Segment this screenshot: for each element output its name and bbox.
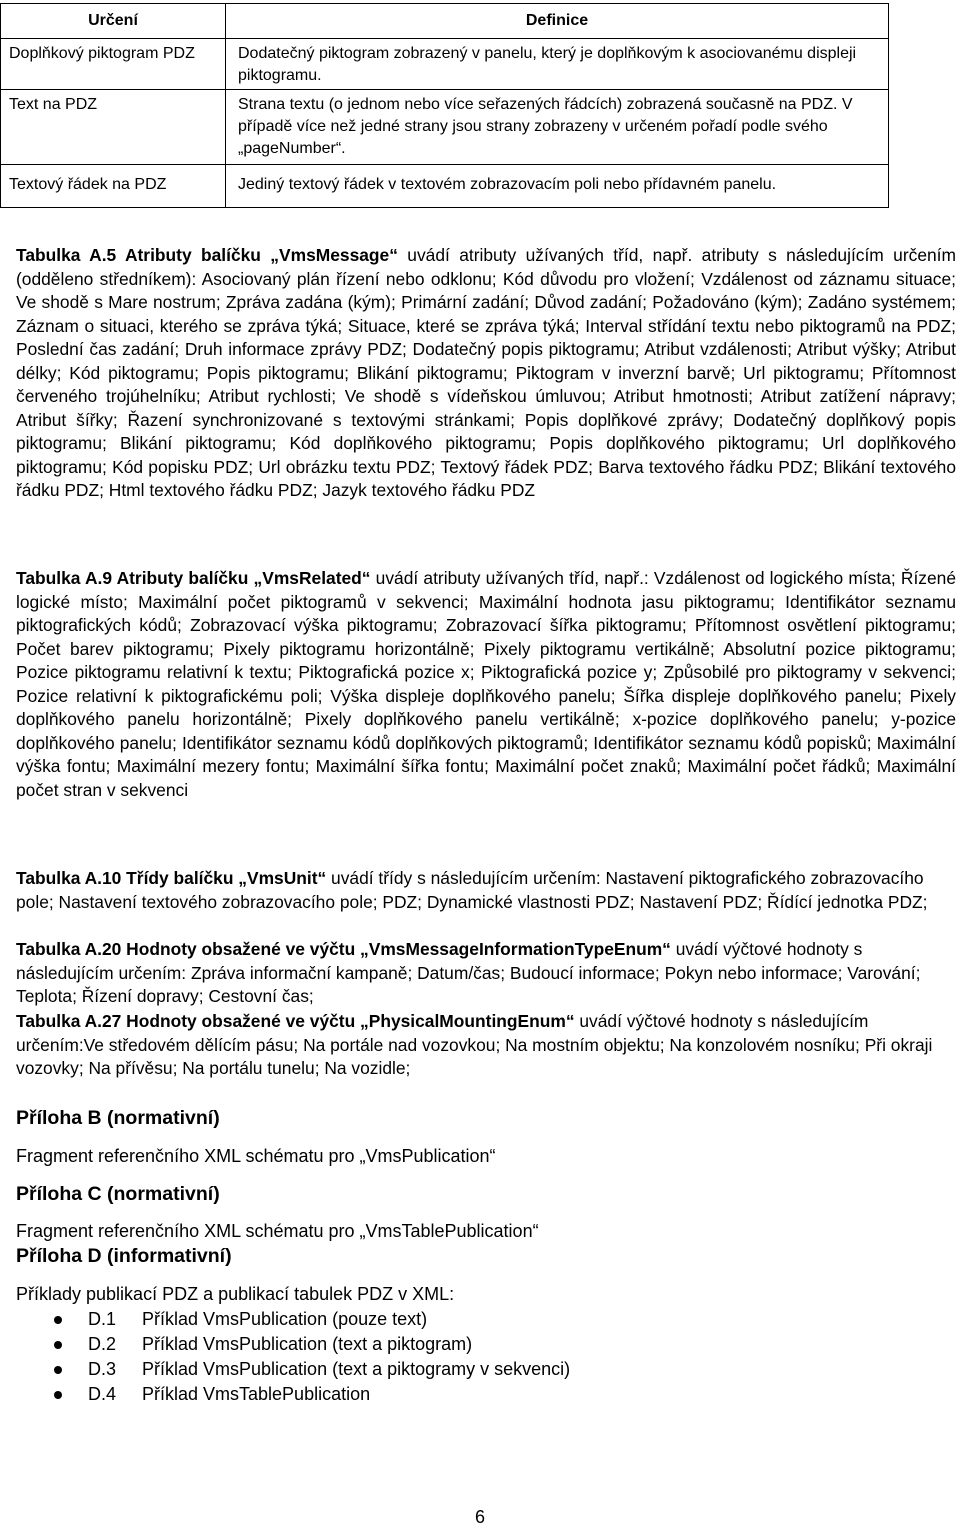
item-code: D.1: [88, 1309, 117, 1329]
term-cell: Textový řádek na PDZ: [9, 176, 167, 193]
bullet-icon: [54, 1316, 62, 1324]
list-item: [0, 1382, 700, 1407]
paragraph-text: uvádí atributy užívaných tříd, např. atributy s následujícím určením (odděleno středníkem): Asociovaný plán řízení nebo odklonu; Kód důvodu pro vložení; Vzdálenost od záznamu situace; Ve shodě s Mare nostrum; Zpráva zadána (kým); Primární zadání; Důvod zadání; Požadováno (kým); Zadáno systémem; Záznam o situaci, kterého se zpráva týká; Situace, které se zpráva týká; Interval střídání textu nebo piktogramů na PDZ; Poslední čas zadání; Druh informace zprávy PDZ; Dodatečný popis piktogramu; Atribut vzdálenosti; Atribut výšky; Atribut délky; Kód piktogramu; Popis piktogramu; Blikání piktogramu; Piktogram v inverzní barvě; Url piktogramu; Přítomnost červeného trojúhelníku; Atribut rychlosti; Ve shodě s vídeňskou úmluvou; Atribut hmotnosti; Atribut zatížení nápravy; Atribut šířky; Řazení synchronizované s textovými stránkami; Popis doplňkové zprávy; Dodatečný doplňkový popis piktogramu; Blikání piktogramu; Kód doplňkového piktogramu; Popis doplňkového piktogramu; Url doplňkového piktogramu; Kód popisku PDZ; Url obrázku textu PDZ; Textový řádek PDZ; Barva textového řádku PDZ; Blikání textového řádku PDZ; Html textového řádku PDZ; Jazyk textového řádku PDZ: [16, 245, 956, 500]
list-item: [0, 1357, 700, 1382]
definition-cell: Jediný textový řádek v textovém zobrazovacím poli nebo přídavném panelu.: [238, 176, 777, 193]
item-code: D.3: [88, 1359, 117, 1379]
list-item: [0, 1332, 700, 1357]
term-cell: Doplňkový piktogram PDZ: [9, 45, 195, 62]
list-item: [0, 1307, 700, 1332]
paragraph-a9: [16, 567, 956, 802]
annex-d-text: Příklady publikací PDZ a publikací tabulek PDZ v XML:: [16, 1284, 455, 1304]
paragraph-a27: [16, 1010, 956, 1081]
table-header-row: [1, 4, 889, 39]
bullet-icon: [54, 1391, 62, 1399]
table-row: [1, 90, 889, 165]
annex-c-title: Příloha C (normativní): [16, 1183, 220, 1205]
annex-c-text: Fragment referenčního XML schématu pro „VmsTablePublication“: [16, 1221, 539, 1241]
bullet-icon: [54, 1366, 62, 1374]
annex-d-title: Příloha D (informativní): [16, 1245, 232, 1267]
paragraph-label: Tabulka A.10 Třídy balíčku „VmsUnit“: [16, 868, 327, 888]
item-text: Příklad VmsTablePublication: [142, 1384, 371, 1404]
header-term: Určení: [1, 4, 226, 39]
table-row: [1, 165, 889, 208]
item-code: D.4: [88, 1384, 117, 1404]
bullet-icon: [54, 1341, 62, 1349]
paragraph-a5: [16, 244, 956, 503]
paragraph-label: Tabulka A.27 Hodnoty obsažené ve výčtu „PhysicalMountingEnum“: [16, 1011, 575, 1031]
paragraph-label: Tabulka A.9 Atributy balíčku „VmsRelated“: [16, 568, 371, 588]
paragraph-text: uvádí třídy s následujícím určením: Nastavení piktografického zobrazovacího pole; Nastavení textového zobrazovacího pole; PDZ; Dynamické vlastnosti PDZ; Nastavení PDZ; Řídící jednotka PDZ;: [16, 868, 928, 912]
definition-cell: Dodatečný piktogram zobrazený v panelu, který je doplňkovým k asociovanému displeji piktogramu.: [238, 45, 857, 84]
paragraph-label: Tabulka A.5 Atributy balíčku „VmsMessage“: [16, 245, 398, 265]
definition-cell: Strana textu (o jednom nebo více seřazených řádcích) zobrazená současně na PDZ. V případě více než jedné strany jsou strany zobrazeny v určeném pořadí podle svého „pageNumber“.: [238, 96, 853, 157]
header-definition: Definice: [226, 4, 889, 39]
paragraph-text: uvádí atributy užívaných tříd, např.: Vzdálenost od logického místa; Řízené logické místo; Maximální počet piktogramů v sekvenci; Maximální hodnota jasu piktogramu; Identifikátor seznamu piktografických kódů; Zobrazovací výška piktogramu; Zobrazovací šířka piktogramu; Přítomnost osvětlení piktogramu; Počet barev piktogramu; Pixely piktogramu horizontálně; Pixely piktogramu vertikálně; Absolutní pozice piktogramu; Pozice piktogramu relativní k textu; Piktografická pozice x; Piktografická pozice y; Způsobilé pro piktogramy v sekvenci; Pozice relativní k piktografickému poli; Výška displeje doplňkového panelu; Šířka displeje doplňkového panelu; Pixely doplňkového panelu horizontálně; Pixely doplňkového panelu vertikálně; x-pozice doplňkového panelu; y-pozice doplňkového panelu; Identifikátor seznamu kódů doplňkových piktogramů; Identifikátor seznamu kódů popisků; Maximální výška fontu; Maximální mezery fontu; Maximální šířka fontu; Maximální počet znaků; Maximální počet řádků; Maximální počet stran v sekvenci: [16, 568, 956, 800]
annex-b-text: Fragment referenčního XML schématu pro „VmsPublication“: [16, 1146, 496, 1166]
item-text: Příklad VmsPublication (text a piktogramy v sekvenci): [142, 1359, 571, 1379]
term-cell: Text na PDZ: [9, 96, 98, 113]
paragraph-a20: [16, 938, 956, 1009]
paragraph-a10: [16, 867, 956, 914]
annex-b-title: Příloha B (normativní): [16, 1107, 220, 1129]
item-text: Příklad VmsPublication (text a piktogram): [142, 1334, 473, 1354]
paragraph-text: uvádí výčtové hodnoty s následujícím určením:Ve středovém dělícím pásu; Na portále nad vozovkou; Na mostním objektu; Na konzolovém nosníku; Při okraji vozovky; Na přívěsu; Na portálu tunelu; Na vozidle;: [16, 1011, 933, 1078]
annex-d-list: [0, 1307, 700, 1407]
page-number: 6: [474, 1507, 485, 1527]
item-text: Příklad VmsPublication (pouze text): [142, 1309, 428, 1329]
item-code: D.2: [88, 1334, 117, 1354]
paragraph-label: Tabulka A.20 Hodnoty obsažené ve výčtu „VmsMessageInformationTypeEnum“: [16, 939, 671, 959]
paragraph-text: uvádí výčtové hodnoty s následujícím určením: Zpráva informační kampaně; Datum/čas; Budoucí informace; Pokyn nebo informace; Varování; Teplota; Řízení dopravy; Cestovní čas;: [16, 939, 921, 1006]
definition-table: [0, 3, 889, 208]
table-row: [1, 39, 889, 90]
